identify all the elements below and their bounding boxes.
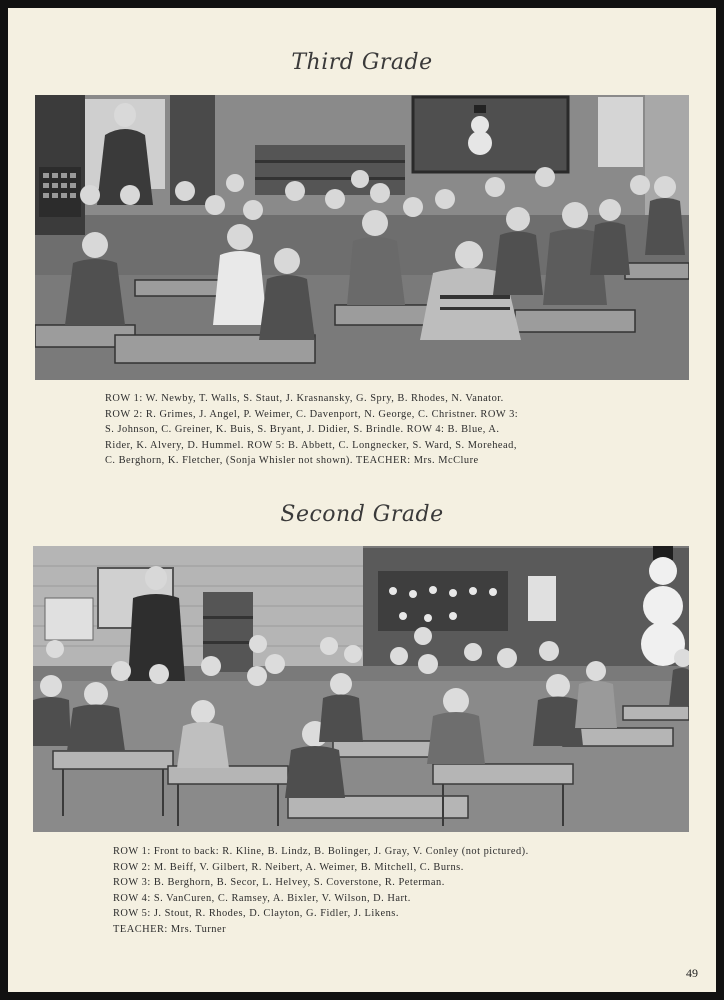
page-number: 49 (686, 966, 698, 980)
caption-line: C. Berghorn, K. Fletcher, (Sonja Whisler not shown). TEACHER: Mrs. McClure (105, 455, 479, 467)
second-grade-title: Second Grade (280, 502, 444, 527)
caption-line: S. Johnson, C. Greiner, K. Buis, S. Bryant, J. Didier, S. Brindle. ROW 4: B. Blue, A. (105, 424, 500, 436)
third-grade-caption (105, 391, 518, 469)
third-grade-title: Third Grade (291, 50, 433, 75)
third-grade-class-photo (35, 95, 689, 380)
caption-line: ROW 1: W. Newby, T. Walls, S. Staut, J. Krasnansky, G. Spry, B. Rhodes, N. Vanator. (105, 393, 504, 404)
caption-line: ROW 1: Front to back: R. Kline, B. Lindz, B. Bolinger, J. Gray, V. Conley (not pictured). (113, 846, 529, 857)
caption-line: ROW 4: S. VanCuren, C. Ramsey, A. Bixler, V. Wilson, D. Hart. (113, 892, 411, 904)
caption-line: ROW 5: J. Stout, R. Rhodes, D. Clayton, G. Fidler, J. Likens. (113, 908, 399, 920)
caption-line: ROW 3: B. Berghorn, B. Secor, L. Helvey, S. Coverstone, R. Peterman. (113, 877, 445, 889)
second-grade-caption (113, 844, 529, 938)
caption-line: ROW 2: R. Grimes, J. Angel, P. Weimer, C. Davenport, N. George, C. Christner. ROW 3: (105, 408, 519, 420)
second-grade-class-photo (33, 546, 689, 832)
yearbook-page (8, 8, 716, 992)
caption-line: ROW 2: M. Beiff, V. Gilbert, R. Neibert, A. Weimer, B. Mitchell, C. Burns. (113, 861, 464, 873)
caption-line: Rider, K. Alvery, D. Hummel. ROW 5: B. Abbett, C. Longnecker, S. Ward, S. Morehead, (105, 439, 517, 451)
caption-line: TEACHER: Mrs. Turner (113, 923, 227, 935)
